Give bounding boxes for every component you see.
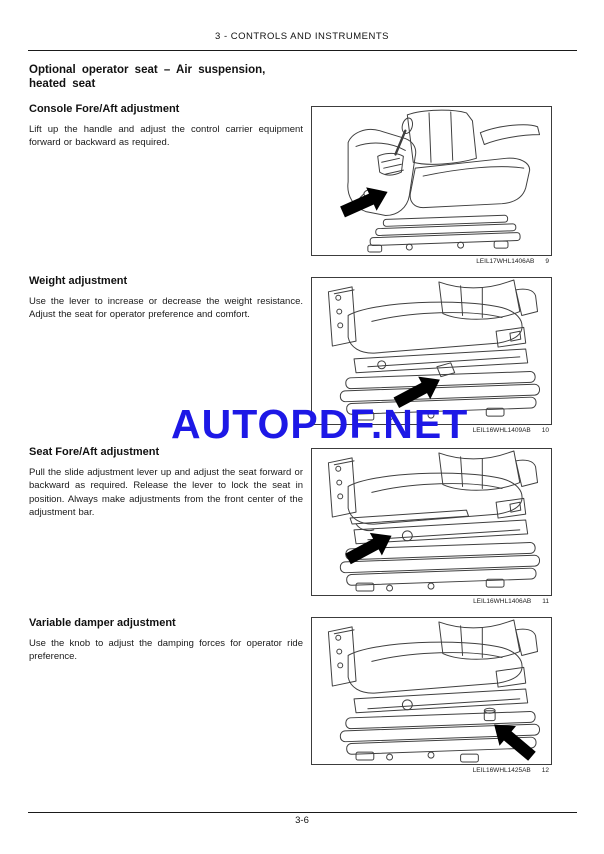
figure-caption-number: 11 (542, 598, 549, 605)
figure-box-console-fore-aft (311, 106, 552, 256)
section-heading-seat-fore-aft: Seat Fore/Aft adjustment (29, 446, 160, 458)
figure-box-seat-fore-aft (311, 448, 552, 596)
section-body-damper: Use the knob to adjust the damping forces for operator ride preference. (29, 638, 303, 663)
section-heading-weight: Weight adjustment (29, 275, 128, 287)
section-heading-console-fore-aft: Console Fore/Aft adjustment (29, 103, 180, 115)
figure-caption-number: 9 (545, 258, 549, 265)
page-title-line1: Optional operator seat – Air suspension, (29, 64, 266, 76)
figure-caption (311, 258, 552, 265)
watermark: AUTOPDF.NET (171, 401, 469, 447)
page-title-line2: heated seat (29, 78, 96, 90)
page-number: 3-6 (295, 815, 309, 826)
figure-caption-code: LEIL16WHL1425AB (472, 767, 531, 774)
section-body-seat-fore-aft: Pull the slide adjustment lever up and adjust the seat forward or backward as required. Release the lever to lock the seat in position. Always make adjustments from the front center of the adjustment bar. (29, 467, 303, 519)
page-title (29, 63, 307, 91)
pointer-arrow (337, 180, 393, 224)
seat-illustration-console-joystick (312, 107, 551, 255)
figure-caption-number: 10 (541, 427, 549, 434)
figure-caption-code: LEIL17WHL1406AB (476, 258, 535, 265)
header-rule (28, 50, 577, 51)
figure-box-damper (311, 617, 552, 765)
figure-caption-number: 12 (541, 767, 549, 774)
footer-rule (28, 812, 577, 813)
seat-illustration-damper-knob (312, 618, 551, 764)
figure-caption (311, 767, 552, 774)
seat-illustration-slide-bar (312, 449, 551, 595)
page-header-text: 3 - CONTROLS AND INSTRUMENTS (215, 31, 389, 42)
section-body-weight: Use the lever to increase or decrease the weight resistance. Adjust the seat for operator preference and comfort. (29, 296, 303, 321)
section-body-console-fore-aft: Lift up the handle and adjust the control carrier equipment forward or backward as required. (29, 124, 303, 149)
figure-caption-code: LEIL16WHL1406AB (473, 598, 532, 605)
figure-caption (311, 598, 552, 605)
section-heading-damper: Variable damper adjustment (29, 617, 176, 629)
figure-caption-code: LEIL16WHL1409AB (472, 427, 531, 434)
